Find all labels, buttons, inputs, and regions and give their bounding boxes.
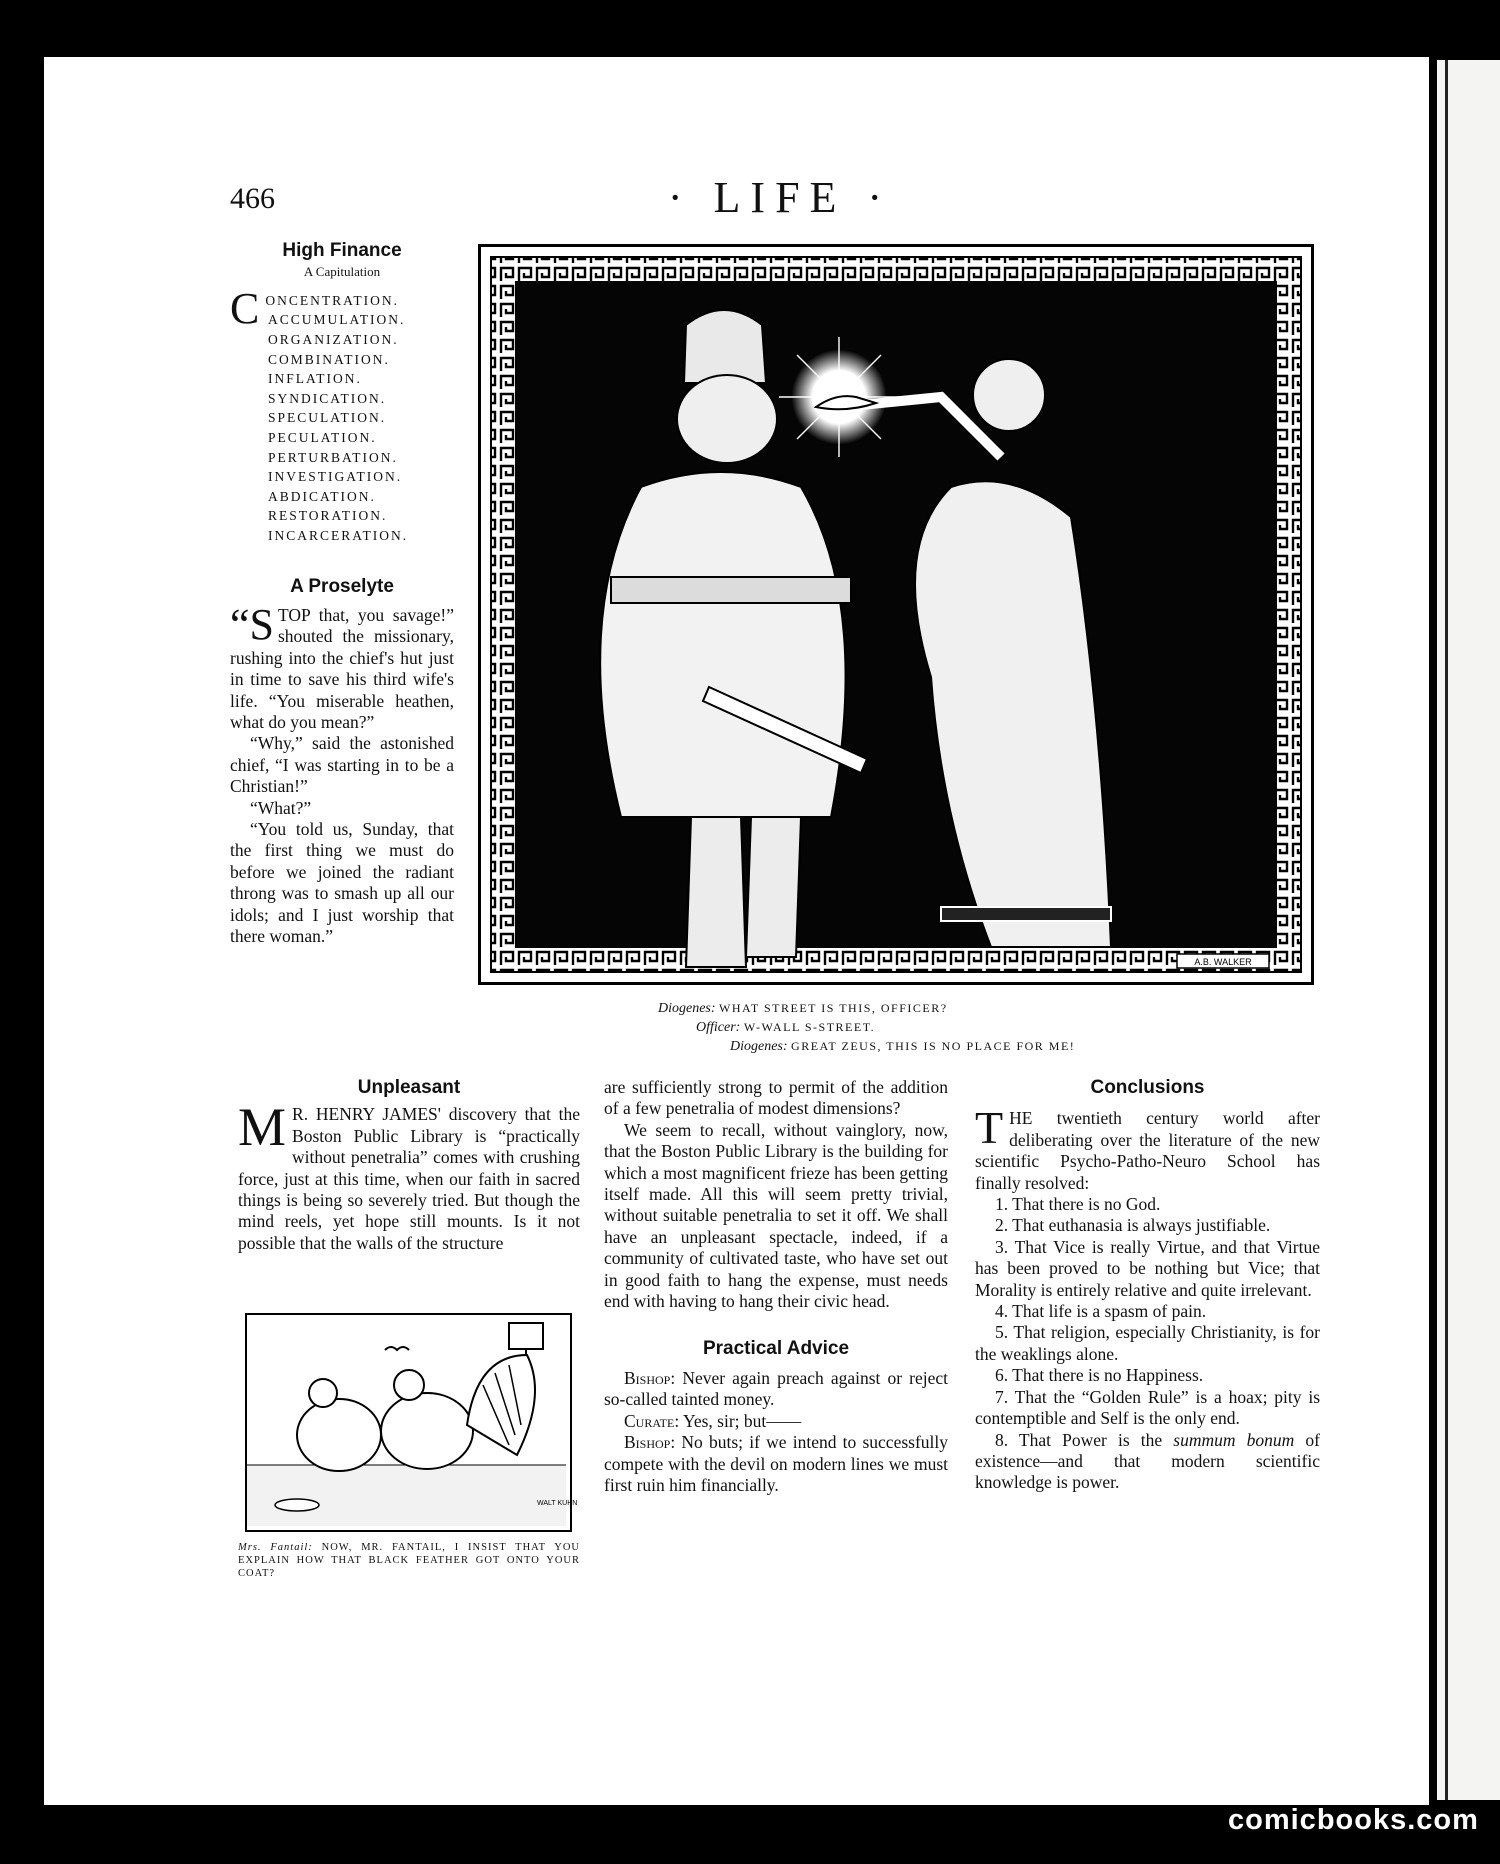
unpleasant-continuation: are sufficiently strong to permit of the addition of a few penetralia of modest dimensions? bbox=[604, 1077, 948, 1119]
unpleasant-continuation: We seem to recall, without vainglory, now, that the Boston Public Library is the building for which a most magnificent frieze has been getting itself made. All this will seem pretty trivial, without suitable penetralia to set it off. We shall have an unpleasant spectacle, indeed, if a community of cultivated taste, who have set out in good faith to hang the expense, must needs end with having to hang their civic head. bbox=[604, 1119, 948, 1312]
list-item: CONCENTRATION. bbox=[230, 283, 399, 333]
proselyte-title: A Proselyte bbox=[290, 575, 394, 597]
capitulation-list bbox=[230, 283, 454, 546]
facing-page-edge bbox=[1437, 60, 1500, 1800]
list-item: RESTORATION. bbox=[268, 508, 388, 524]
practical-advice-title: Practical Advice bbox=[702, 1338, 850, 1360]
fantail-caption: Mrs. Fantail: NOW, MR. FANTAIL, I INSIST THAT YOU EXPLAIN HOW THAT BLACK FEATHER GOT ONTO YOUR COAT? bbox=[238, 1542, 580, 1579]
conclusions-column bbox=[975, 1077, 1320, 1494]
list-item: 4. That life is a spasm of pain. bbox=[995, 1301, 1207, 1322]
unpleasant-column bbox=[238, 1077, 580, 1254]
conclusions-title: Conclusions bbox=[1090, 1077, 1205, 1098]
list-item: PERTURBATION. bbox=[268, 449, 398, 465]
artist-signature: A.B. WALKER bbox=[1194, 957, 1252, 967]
list-item: 2. That euthanasia is always justifiable. bbox=[995, 1215, 1271, 1236]
unpleasant-title: Unpleasant bbox=[357, 1077, 461, 1098]
high-finance-subtitle: A Capitulation bbox=[303, 264, 381, 280]
list-item: SYNDICATION. bbox=[268, 390, 387, 406]
caption-line: Diogenes: GREAT ZEUS, THIS IS NO PLACE FOR ME! bbox=[730, 1039, 1076, 1054]
cartoon-drawing bbox=[481, 247, 1311, 982]
page-number: 466 bbox=[230, 182, 275, 215]
list-item: SPECULATION. bbox=[268, 410, 387, 426]
middle-column bbox=[604, 1077, 948, 1496]
masthead: · LIFE · bbox=[667, 173, 893, 222]
cartoon-caption bbox=[560, 999, 1260, 1056]
left-column bbox=[230, 240, 454, 947]
dialogue-line: Bishop: No buts; if we intend to successfully compete with the devil on modern lines we must first ruin him financially. bbox=[604, 1432, 949, 1495]
unpleasant-paragraph: M R. HENRY JAMES' discovery that the Boston Public Library is “practically without penetralia” comes with crushing force, just at this time, when our faith in sacred things is being so severely tried. But though the mind reels, yet hope still mounts. Is it not possible that the walls of the structure bbox=[238, 1097, 580, 1253]
list-item: ORGANIZATION. bbox=[268, 332, 399, 347]
proselyte-paragraph: “STOP that, you savage!” shouted the missionary, rushing into the chief's hut just in time to save his third wife's life. “You miserable heathen, what do you mean?” bbox=[230, 599, 454, 732]
list-item: PECULATION. bbox=[268, 429, 377, 445]
list-item: 6. That there is no Happiness. bbox=[995, 1365, 1204, 1386]
list-item: INFLATION. bbox=[268, 371, 362, 387]
proselyte-paragraph: “You told us, Sunday, that the first thing we must do before we joined the radiant throng was to smash up all our idols; and I just worship that there woman.” bbox=[230, 819, 454, 947]
list-item: 1. That there is no God. bbox=[995, 1194, 1161, 1215]
list-item: INCARCERATION. bbox=[268, 527, 409, 543]
artist-signature: WALT KUHN bbox=[537, 1500, 578, 1507]
conclusions-intro: THE twentieth century world after deliberating over the literature of the new scientific Psycho-Patho-Neuro School has finally resolved: bbox=[975, 1102, 1320, 1193]
list-item: COMBINATION. bbox=[268, 351, 390, 367]
proselyte-paragraph: “Why,” said the astonished chief, “I was starting in to be a Christian!” bbox=[230, 733, 454, 797]
cartoon-illustration bbox=[478, 244, 1314, 985]
list-item: 7. That the “Golden Rule” is a hoax; pity is contemptible and Self is the only end. bbox=[975, 1386, 1320, 1429]
dialogue-line: Curate: Yes, sir; but—— bbox=[624, 1410, 802, 1431]
list-item: ACCUMULATION. bbox=[268, 312, 406, 328]
source-watermark: comicbooks.com bbox=[1228, 1804, 1479, 1836]
fantail-drawing bbox=[247, 1315, 578, 1526]
dialogue-line: Bishop: Never again preach against or reject so-called tainted money. bbox=[604, 1367, 949, 1410]
high-finance-title: High Finance bbox=[282, 240, 402, 261]
list-item: INVESTIGATION. bbox=[268, 469, 403, 485]
list-item: 8. That Power is the summum bonum of existence—and that modern scientific knowledge is power. bbox=[975, 1429, 1321, 1493]
fantail-cartoon bbox=[245, 1313, 578, 1532]
caption-line: Officer: W-WALL S-STREET. bbox=[696, 1020, 876, 1035]
proselyte-paragraph: “What?” bbox=[250, 797, 312, 818]
list-item: ABDICATION. bbox=[268, 488, 376, 504]
list-item: 5. That religion, especially Christianity, is for the weaklings alone. bbox=[975, 1322, 1320, 1364]
list-item: 3. That Vice is really Virtue, and that Virtue has been proved to be nothing but Vice; that Morality is entirely relative and quite irrelevant. bbox=[975, 1236, 1320, 1300]
caption-line: Diogenes: WHAT STREET IS THIS, OFFICER? bbox=[658, 1001, 948, 1016]
